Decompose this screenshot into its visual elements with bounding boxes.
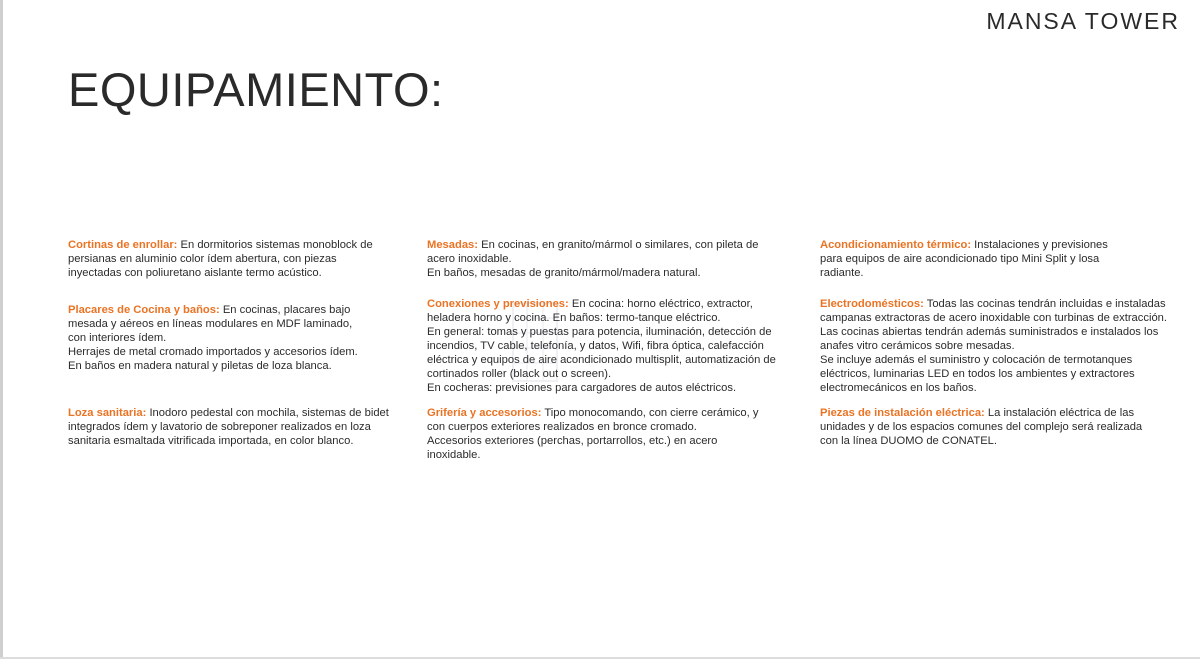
item-text: Todas las cocinas tendrán incluidas e instaladas campanas extractoras de acero inoxidable con turbinas de extracción. Las cocinas abiertas tendrán además suministrados e instalados los anafes vitro cerámicos sobre mesadas. Se incluye además el suministro y colocación de termotanques eléctricos, luminarias LED en todos los ambientes y extractores electromecánicos en los baños. <box>820 298 1168 394</box>
page-title: EQUIPAMIENTO: <box>68 63 444 116</box>
item-mesadas <box>427 238 762 280</box>
item-loza <box>68 406 393 448</box>
item-piezas-electricas <box>820 406 1160 448</box>
item-title: Conexiones y previsiones: <box>427 298 569 310</box>
item-conexiones <box>427 297 787 395</box>
item-text: Instalaciones y previsiones para equipos de aire acondicionado tipo Mini Split y losa radiante. <box>820 239 1108 279</box>
item-title: Acondicionamiento térmico: <box>820 239 972 251</box>
item-electrodomesticos <box>820 297 1182 395</box>
item-text: En cocinas, placares bajo mesada y aéreos en líneas modulares en MDF laminado, con interiores ídem. Herrajes de metal cromado importados y accesorios ídem. En baños en madera natural y piletas de loza blanca. <box>68 304 358 372</box>
item-title: Loza sanitaria: <box>68 407 147 419</box>
item-title: Mesadas: <box>427 239 478 251</box>
item-title: Placares de Cocina y baños: <box>68 304 220 316</box>
item-text: La instalación eléctrica de las unidades y de los espacios comunes del complejo será realizada con la línea DUOMO de CONATEL. <box>820 407 1143 447</box>
item-acondicionamiento <box>820 238 1130 280</box>
page-left-edge <box>0 0 3 659</box>
item-title: Electrodomésticos: <box>820 298 924 310</box>
item-title: Grifería y accesorios: <box>427 407 542 419</box>
item-text: En cocina: horno eléctrico, extractor, heladera horno y cocina. En baños: termo-tanque eléctrico. En general: tomas y puestas para potencia, iluminación, detección de incendios, TV cable, telefonía, y datos, Wifi, fibra óptica, calefacción eléctrica y equipos de aire acondicionado multisplit, automatización de cortinados roller (black out o screen). En cocheras: previsiones para cargadores de autos eléctricos. <box>427 298 776 394</box>
item-placares <box>68 303 368 373</box>
item-text: En dormitorios sistemas monoblock de persianas en aluminio color ídem abertura, con piezas inyectadas con poliuretano aislante termo acústico. <box>68 239 373 279</box>
item-title: Cortinas de enrollar: <box>68 239 178 251</box>
item-griferia <box>427 406 762 462</box>
item-text: Inodoro pedestal con mochila, sistemas de bidet integrados ídem y lavatorio de sobreponer realizados en loza sanitaria esmaltada vitrificada importada, en color blanco. <box>68 407 389 447</box>
item-text: En cocinas, en granito/mármol o similares, con pileta de acero inoxidable. En baños, mesadas de granito/mármol/madera natural. <box>427 239 759 279</box>
item-title: Piezas de instalación eléctrica: <box>820 407 985 419</box>
brand-logo-text: MANSA TOWER <box>986 8 1180 34</box>
item-text: Tipo monocomando, con cierre cerámico, y con cuerpos exteriores realizados en bronce cromado. Accesorios exteriores (perchas, portarrollos, etc.) en acero inoxidable. <box>427 407 759 461</box>
item-cortinas <box>68 238 393 280</box>
